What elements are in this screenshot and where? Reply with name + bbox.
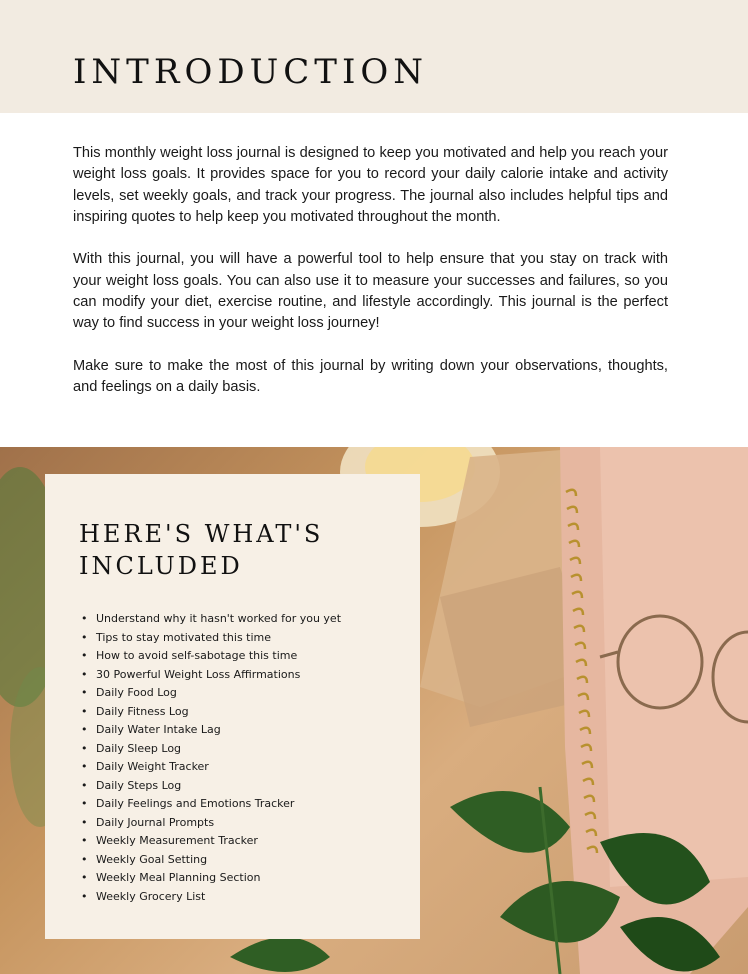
list-item: • How to avoid self-sabotage this time [79, 647, 341, 666]
list-item: • Daily Journal Prompts [79, 814, 341, 833]
included-panel [45, 474, 420, 939]
list-item: • Tips to stay motivated this time [79, 629, 341, 648]
list-item: • Daily Fitness Log [79, 703, 341, 722]
included-title-line: INCLUDED [79, 552, 243, 580]
intro-text [73, 143, 668, 420]
included-list [79, 610, 341, 906]
list-item: • 30 Powerful Weight Loss Affirmations [79, 666, 341, 685]
list-item: • Weekly Grocery List [79, 888, 341, 907]
intro-paragraph: With this journal, you will have a powerful tool to help ensure that you stay on track with your weight loss goals. You can also use it to measure your successes and failures, so you can modify your diet, exercise routine, and lifestyle accordingly. This journal is the perfect way to find success in your weight loss journey! [73, 251, 668, 332]
intro-paragraph: This monthly weight loss journal is designed to keep you motivated and help you reach your weight loss goals. It provides space for you to record your daily calorie intake and activity levels, set weekly goals, and track your progress. The journal also includes helpful tips and inspiring quotes to help keep you motivated throughout the month. [73, 145, 668, 225]
list-item: • Understand why it hasn't worked for you yet [79, 610, 341, 629]
intro-paragraph: Make sure to make the most of this journal by writing down your observations, thoughts, and feelings on a daily basis. [73, 357, 668, 396]
list-item: • Weekly Measurement Tracker [79, 832, 341, 851]
list-item: • Daily Feelings and Emotions Tracker [79, 795, 341, 814]
list-item: • Daily Food Log [79, 684, 341, 703]
list-item: • Weekly Meal Planning Section [79, 869, 341, 888]
included-title [79, 518, 323, 582]
list-item: • Daily Sleep Log [79, 740, 341, 759]
included-title-line: HERE'S WHAT'S [79, 520, 324, 548]
list-item: • Daily Steps Log [79, 777, 341, 796]
list-item: • Daily Water Intake Lag [79, 721, 341, 740]
list-item: • Weekly Goal Setting [79, 851, 341, 870]
header-band [0, 0, 748, 113]
page-title: INTRODUCTION [73, 52, 428, 92]
list-item: • Daily Weight Tracker [79, 758, 341, 777]
